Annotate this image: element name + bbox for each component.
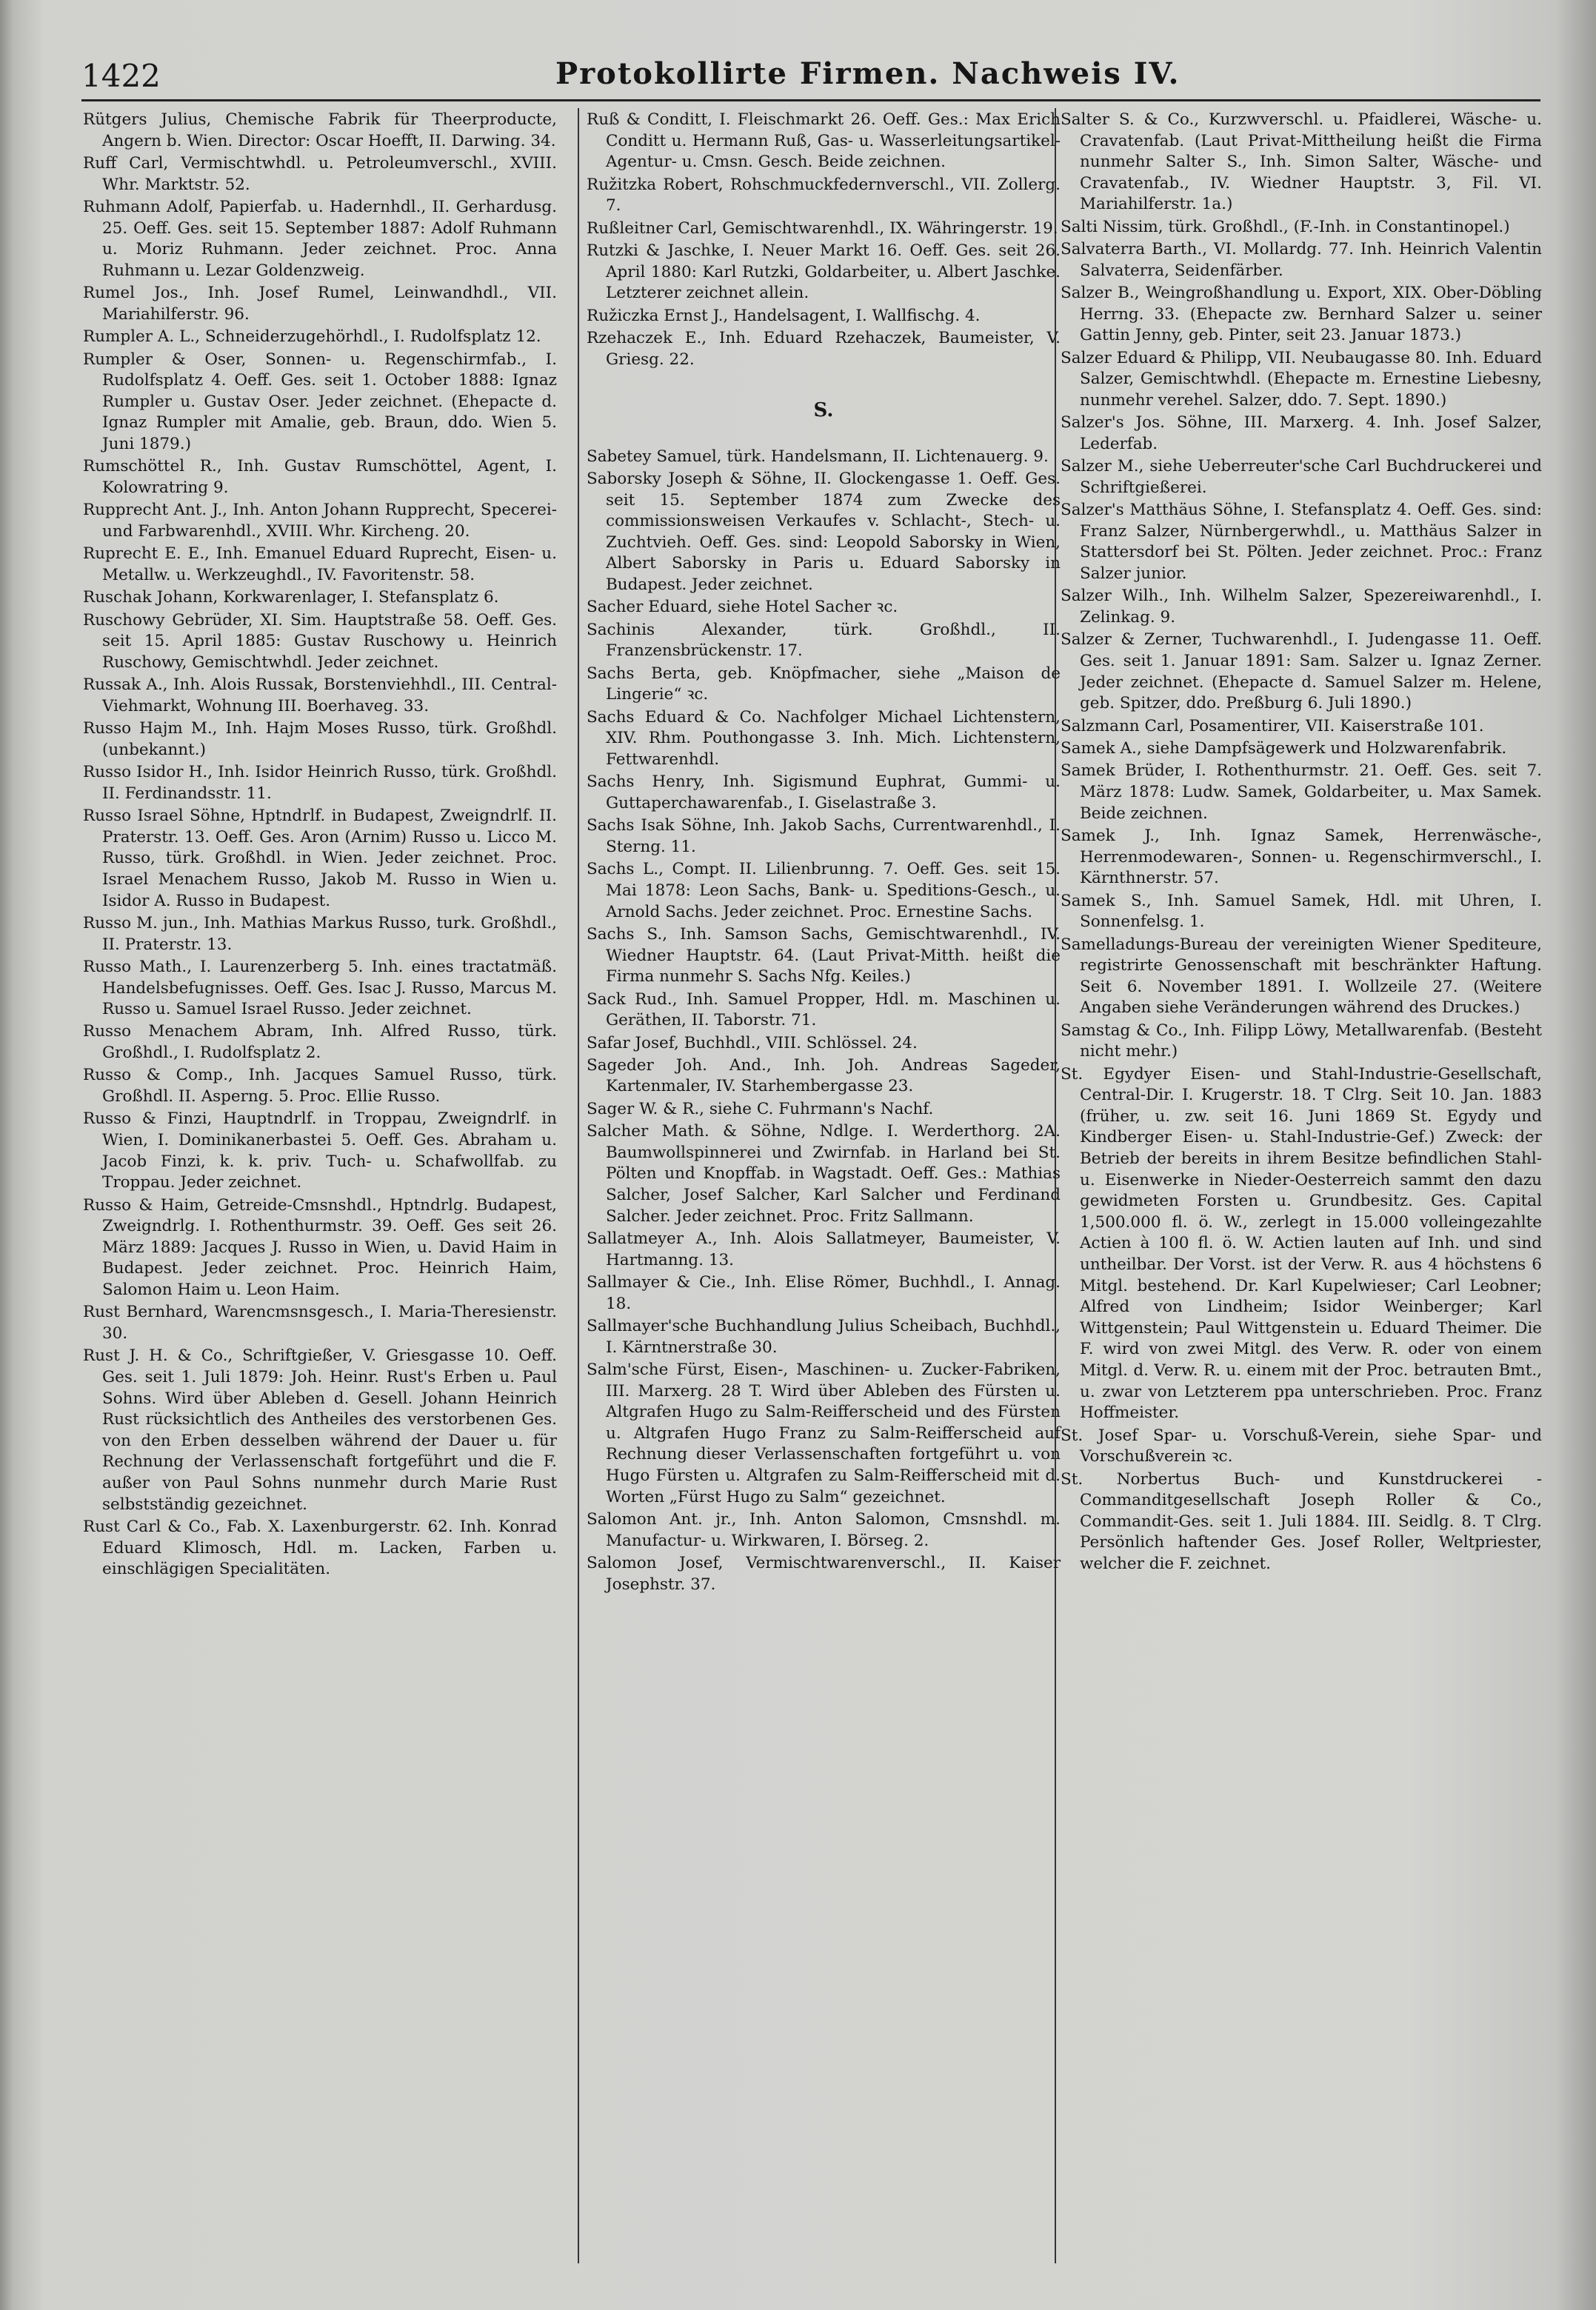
column-divider-1 bbox=[578, 108, 579, 2263]
directory-entry: Ruff Carl, Vermischtwhdl. u. Petroleumverschl., XVIII. Whr. Marktstr. 52. bbox=[83, 153, 557, 194]
directory-entry: Samek Brüder, I. Rothenthurmstr. 21. Oeff. Ges. seit 7. März 1878: Ludw. Samek, Goldarbeiter, u. Max Samek. Beide zeichnen. bbox=[1061, 761, 1542, 823]
directory-entry: Sachs L., Compt. II. Lilienbrunng. 7. Oeff. Ges. seit 15. Mai 1878: Leon Sachs, Bank- u. Speditions-Gesch., u. Arnold Sachs. Jeder zeichnet. Proc. Ernestine Sachs. bbox=[587, 860, 1061, 921]
section-letter-s: S. bbox=[813, 399, 834, 422]
directory-entry: Salvaterra Barth., VI. Mollardg. 77. Inh. Heinrich Valentin Salvaterra, Seidenfärber. bbox=[1061, 240, 1542, 280]
column-2 bbox=[587, 110, 1061, 1597]
column-1 bbox=[83, 110, 557, 1582]
directory-entry: St. Norbertus Buch- und Kunstdruckerei - Commanditgesellschaft Joseph Roller & Co., Commandit-Ges. seit 1. Juli 1884. III. Seidlg. 8. T Clrg. Persönlich haftender Ges. Josef Roller, Weltpriester, welcher die F. zeichnet. bbox=[1061, 1469, 1542, 1573]
directory-entry: Ružiczka Ernst J., Handelsagent, I. Wallfischg. 4. bbox=[587, 306, 981, 325]
directory-entry: Salti Nissim, türk. Großhdl., (F.-Inh. in Constantinopel.) bbox=[1061, 217, 1510, 236]
page-title: Protokollirte Firmen. Nachweis IV. bbox=[555, 56, 1181, 91]
directory-entry: St. Josef Spar- u. Vorschuß-Verein, siehe Spar- und Vorschußverein ꝛc. bbox=[1061, 1426, 1542, 1466]
column-2-bottom bbox=[587, 447, 1061, 1595]
directory-entry: Ruß & Conditt, I. Fleischmarkt 26. Oeff. Ges.: Max Erich Conditt u. Hermann Ruß, Gas- u. Wasserleitungsartikel-Agentur- u. Cmsn. Gesch. Beide zeichnen. bbox=[587, 110, 1061, 172]
page-header bbox=[81, 58, 1540, 102]
directory-entry: Salter S. & Co., Kurzwverschl. u. Pfaidlerei, Wäsche- u. Cravatenfab. (Laut Privat-Mittheilung heißt die Firma nunmehr Salter S., Inh. Simon Salter, Wäsche- und Cravatenfab., IV. Wiedner Hauptstr. 3, Fil. VI. Mariahilferstr. 1a.) bbox=[1061, 110, 1542, 214]
directory-entry: Rzehaczek E., Inh. Eduard Rzehaczek, Baumeister, V. Griesg. 22. bbox=[587, 328, 1061, 369]
directory-entry: Russak A., Inh. Alois Russak, Borstenviehhdl., III. Central-Viehmarkt, Wohnung III. Boerhaveg. 33. bbox=[83, 675, 557, 715]
directory-entry: Rütgers Julius, Chemische Fabrik für Theerproducte, Angern b. Wien. Director: Oscar Hoefft, II. Darwing. 34. bbox=[83, 110, 557, 150]
column-2-top bbox=[587, 110, 1061, 370]
directory-entry: Salzmann Carl, Posamentirer, VII. Kaiserstraße 101. bbox=[1061, 716, 1484, 735]
directory-entry: Ruhmann Adolf, Papierfab. u. Hadernhdl., II. Gerhardusg. 25. Oeff. Ges. seit 15. September 1887: Adolf Ruhmann u. Moriz Ruhmann. Jeder zeichnet. Proc. Anna Ruhmann u. Lezar Goldenzweig. bbox=[83, 197, 557, 280]
directory-entry: Samek J., Inh. Ignaz Samek, Herrenwäsche-, Herrenmodewaren-, Sonnen- u. Regenschirmverschl., I. Kärnthnerstr. 57. bbox=[1061, 826, 1542, 888]
directory-entry: Samek A., siehe Dampfsägewerk und Holzwarenfabrik. bbox=[1061, 738, 1507, 758]
directory-entry: Sallmayer & Cie., Inh. Elise Römer, Buchhdl., I. Annag. 18. bbox=[587, 1273, 1061, 1313]
directory-entry: Safar Josef, Buchhdl., VIII. Schlössel. 24. bbox=[587, 1033, 918, 1052]
directory-entry: Sachs Isak Söhne, Inh. Jakob Sachs, Currentwarenhdl., I. Sterng. 11. bbox=[587, 816, 1061, 856]
directory-entry: Salzer's Jos. Söhne, III. Marxerg. 4. Inh. Josef Salzer, Lederfab. bbox=[1061, 413, 1542, 453]
directory-entry: Ruschak Johann, Korkwarenlager, I. Stefansplatz 6. bbox=[83, 588, 499, 607]
directory-entry: Russo & Finzi, Hauptndrlf. in Troppau, Zweigndrlf. in Wien, I. Dominikanerbastei 5. Oeff. Ges. Abraham u. Jacob Finzi, k. k. priv. Tuch- u. Schafwollfab. zu Troppau. Jeder zeichnet. bbox=[83, 1109, 557, 1192]
directory-entry: Samstag & Co., Inh. Filipp Löwy, Metallwarenfab. (Besteht nicht mehr.) bbox=[1061, 1021, 1542, 1061]
directory-entry: Ruprecht E. E., Inh. Emanuel Eduard Ruprecht, Eisen- u. Metallw. u. Werkzeughdl., IV. Favoritenstr. 58. bbox=[83, 544, 557, 584]
directory-entry: Sabetey Samuel, türk. Handelsmann, II. Lichtenauerg. 9. bbox=[587, 447, 1049, 466]
directory-entry: Sack Rud., Inh. Samuel Propper, Hdl. m. Maschinen u. Geräthen, II. Taborstr. 71. bbox=[587, 989, 1061, 1030]
directory-entry: Sallatmeyer A., Inh. Alois Sallatmeyer, Baumeister, V. Hartmanng. 13. bbox=[587, 1229, 1061, 1269]
directory-entry: Salomon Josef, Vermischtwarenverschl., II. Kaiser Josephstr. 37. bbox=[587, 1553, 1061, 1594]
directory-entry: Rumpler A. L., Schneiderzugehörhdl., I. Rudolfsplatz 12. bbox=[83, 327, 541, 347]
directory-entry: Salzer Wilh., Inh. Wilhelm Salzer, Spezereiwarenhdl., I. Zelinkag. 9. bbox=[1061, 587, 1542, 627]
directory-entry: Russo Hajm M., Inh. Hajm Moses Russo, türk. Großhdl. (unbekannt.) bbox=[83, 719, 557, 759]
directory-entry: Russo Israel Söhne, Hptndrlf. in Budapest, Zweigndrlf. II. Praterstr. 13. Oeff. Ges. Aron (Arnim) Russo u. Licco M. Russo, türk. Großhdl. in Wien. Jeder zeichnet. Proc. Israel Menachem Russo, Jakob M. Russo in Wien u. Isidor A. Russo in Budapest. bbox=[83, 807, 557, 910]
directory-entry: Rutzki & Jaschke, I. Neuer Markt 16. Oeff. Ges. seit 26. April 1880: Karl Rutzki, Goldarbeiter, u. Albert Jaschke. Letzterer zeichnet allein. bbox=[587, 241, 1061, 303]
directory-entry: Rust Bernhard, Warencmsnsgesch., I. Maria-Theresienstr. 30. bbox=[83, 1303, 557, 1343]
directory-entry: Salzer & Zerner, Tuchwarenhdl., I. Judengasse 11. Oeff. Ges. seit 1. Januar 1891: Sam. Salzer u. Ignaz Zerner. Jeder zeichnet. (Ehepacte d. Samuel Salzer m. Helene, geb. Spitzer, ddo. Preßburg 6. Juli 1890.) bbox=[1061, 630, 1542, 713]
directory-entry: Russo Menachem Abram, Inh. Alfred Russo, türk. Großhdl., I. Rudolfsplatz 2. bbox=[83, 1022, 557, 1063]
directory-entry: Sachs Henry, Inh. Sigismund Euphrat, Gummi- u. Guttaperchawarenfab., I. Giselastraße 3. bbox=[587, 772, 1061, 812]
directory-entry: Sachinis Alexander, türk. Großhdl., II. Franzensbrückenstr. 17. bbox=[587, 620, 1061, 661]
directory-entry: Salzer Eduard & Philipp, VII. Neubaugasse 80. Inh. Eduard Salzer, Gemischtwhdl. (Ehepacte m. Ernestine Liebesny, nunmehr verehel. Salzer, ddo. 7. Sept. 1890.) bbox=[1061, 348, 1542, 410]
directory-entry: Sager W. & R., siehe C. Fuhrmann's Nachf. bbox=[587, 1099, 934, 1118]
directory-entry: St. Egydyer Eisen- und Stahl-Industrie-Gesellschaft, Central-Dir. I. Krugerstr. 18. T Clrg. Seit 10. Jan. 1883 (früher, u. zw. seit 16. Juni 1869 St. Egydy und Kindberger Eisen- u. Stahl-Industrie-Gef.) Zweck: der Betrieb der bereits in ihrem Besitze befindlichen Stahl- u. Eisenwerke in Nieder-Oesterreich sammt den dazu gewidmeten Forsten u. Grundbesitz. Ges. Capital 1,500.000 fl. ö. W., zerlegt in 15.000 volleingezahlte Actien à 100 fl. ö. W. Actien lauten auf Inh. und sind untheilbar. Der Vorst. ist der Verw. R. aus 4 höchstens 6 Mitgl. bestehend. Dr. Karl Kupelwieser; Carl Leobner; Alfred von Lindheim; Isidor Weinberger; Karl Wittgenstein; Paul Wittgenstein u. Eduard Theimer. Die F. wird von zwei Mitgl. des Verw. R. oder von einem Mitgl. d. Verw. R. u. einem mit der Proc. betrauten Bmt., u. zwar von Letzterem ppa unterschrieben. Proc. Franz Hoffmeister. bbox=[1061, 1064, 1542, 1423]
directory-entry: Samek S., Inh. Samuel Samek, Hdl. mit Uhren, I. Sonnenfelsg. 1. bbox=[1061, 891, 1542, 932]
directory-entry: Rupprecht Ant. J., Inh. Anton Johann Rupprecht, Specerei- und Farbwarenhdl., XVIII. Whr. Kircheng. 20. bbox=[83, 501, 557, 541]
directory-entry: Rumel Jos., Inh. Josef Rumel, Leinwandhdl., VII. Mariahilferstr. 96. bbox=[83, 284, 557, 324]
directory-entry: Salm'sche Fürst, Eisen-, Maschinen- u. Zucker-Fabriken, III. Marxerg. 28 T. Wird über Ableben des Fürsten u. Altgrafen Hugo zu Salm-Reifferscheid und des Fürsten u. Altgrafen Hugo Franz zu Salm-Reifferscheid auf Rechnung dieser Verlassenschaften fortgeführt u. von Hugo Fürsten u. Altgrafen zu Salm-Reifferscheid mit d. Worten „Fürst Hugo zu Salm“ gezeichnet. bbox=[587, 1360, 1061, 1506]
directory-entry: Sachs S., Inh. Samson Sachs, Gemischtwarenhdl., IV. Wiedner Hauptstr. 64. (Laut Privat-Mitth. heißt die Firma nunmehr S. Sachs Nfg. Keiles.) bbox=[587, 924, 1061, 987]
directory-entry: Ružitzka Robert, Rohschmuckfedernverschl., VII. Zollerg. 7. bbox=[587, 175, 1061, 216]
directory-entry: Saborsky Joseph & Söhne, II. Glockengasse 1. Oeff. Ges. seit 15. September 1874 zum Zwecke des commissionsweisen Verkaufes v. Schlacht-, Stech- u. Zuchtvieh. Oeff. Ges. sind: Leopold Saborsky in Wien, Albert Saborsky in Paris u. Eduard Saborsky in Budapest. Jeder zeichnet. bbox=[587, 470, 1061, 595]
directory-entry: Rußleitner Carl, Gemischtwarenhdl., IX. Währingerstr. 19. bbox=[587, 218, 1058, 238]
directory-entry: Rust Carl & Co., Fab. X. Laxenburgerstr. 62. Inh. Konrad Eduard Klimosch, Hdl. m. Lacken, Farben u. einschlägigen Specialitäten. bbox=[83, 1517, 557, 1579]
directory-entry: Ruschowy Gebrüder, XI. Sim. Hauptstraße 58. Oeff. Ges. seit 15. April 1885: Gustav Ruschowy u. Heinrich Ruschowy, Gemischtwhdl. Jeder zeichnet. bbox=[83, 610, 557, 672]
header-rule bbox=[81, 99, 1540, 101]
directory-entry: Samelladungs-Bureau der vereinigten Wiener Spediteure, registrirte Genossenschaft mit beschränkter Haftung. Seit 6. November 1891. I. Wollzeile 27. (Weitere Angaben siehe Veränderungen während des Druckes.) bbox=[1061, 935, 1542, 1018]
directory-entry: Sageder Joh. And., Inh. Joh. Andreas Sageder, Kartenmaler, IV. Starhembergasse 23. bbox=[587, 1055, 1061, 1096]
directory-entry: Sachs Berta, geb. Knöpfmacher, siehe „Maison de Lingerie“ ꝛc. bbox=[587, 664, 1061, 704]
directory-entry: Russo & Comp., Inh. Jacques Samuel Russo, türk. Großhdl. II. Asperng. 5. Proc. Ellie Russo. bbox=[83, 1066, 557, 1106]
directory-entry: Sacher Eduard, siehe Hotel Sacher ꝛc. bbox=[587, 598, 898, 617]
directory-entry: Russo M. jun., Inh. Mathias Markus Russo, turk. Großhdl., II. Praterstr. 13. bbox=[83, 913, 557, 954]
directory-entry: Russo & Haim, Getreide-Cmsnshdl., Hptndrlg. Budapest, Zweigndrlg. I. Rothenthurmstr. 39. Oeff. Ges seit 26. März 1889: Jacques J. Russo in Wien, u. David Haim in Budapest. Jeder zeichnet. Proc. Heinrich Haim, Salomon Haim u. Leon Haim. bbox=[83, 1195, 557, 1299]
directory-entry: Rumschöttel R., Inh. Gustav Rumschöttel, Agent, I. Kolowratring 9. bbox=[83, 457, 557, 497]
directory-entry: Salzer M., siehe Ueberreuter'sche Carl Buchdruckerei und Schriftgießerei. bbox=[1061, 457, 1542, 497]
directory-entry: Salzer B., Weingroßhandlung u. Export, XIX. Ober-Döbling Herrng. 33. (Ehepacte zw. Bernhard Salzer u. seiner Gattin Jenny, geb. Pinter, seit 23. Januar 1873.) bbox=[1061, 284, 1542, 345]
directory-entry: Rust J. H. & Co., Schriftgießer, V. Griesgasse 10. Oeff. Ges. seit 1. Juli 1879: Joh. Heinr. Rust's Erben u. Paul Sohns. Wird über Ableben d. Gesell. Johann Heinrich Rust rücksichtlich des Antheiles des verstorbenen Ges. von den Erben desselben während der Dauer u. für Rechnung der Verlassenschaft fortgeführt und die F. außer von Paul Sohns nunmehr durch Marie Rust selbstständig gezeichnet. bbox=[83, 1346, 557, 1514]
directory-entry: Rumpler & Oser, Sonnen- u. Regenschirmfab., I. Rudolfsplatz 4. Oeff. Ges. seit 1. October 1888: Ignaz Rumpler u. Gustav Oser. Jeder zeichnet. (Ehepacte d. Ignaz Rumpler mit Amalie, geb. Braun, ddo. Wien 5. Juni 1879.) bbox=[83, 350, 557, 453]
directory-entry: Salomon Ant. jr., Inh. Anton Salomon, Cmsnshdl. m. Manufactur- u. Wirkwaren, I. Börseg. 2. bbox=[587, 1509, 1061, 1550]
directory-entry: Russo Math., I. Laurenzerberg 5. Inh. eines tractatmäß. Handelsbefugnisses. Oeff. Ges. Isac J. Russo, Marcus M. Russo u. Samuel Israel Russo. Jeder zeichnet. bbox=[83, 957, 557, 1019]
page-number: 1422 bbox=[81, 58, 161, 94]
column-3 bbox=[1061, 110, 1542, 1576]
directory-entry: Salzer's Matthäus Söhne, I. Stefansplatz 4. Oeff. Ges. sind: Franz Salzer, Nürnbergerwhdl., u. Matthäus Salzer in Stattersdorf bei St. Pölten. Jeder zeichnet. Proc.: Franz Salzer junior. bbox=[1061, 501, 1542, 584]
directory-entry: Sallmayer'sche Buchhandlung Julius Scheibach, Buchhdl., I. Kärntnerstraße 30. bbox=[587, 1317, 1061, 1357]
directory-entry: Salcher Math. & Söhne, Ndlge. I. Werderthorg. 2A. Baumwollspinnerei und Zwirnfab. in Harland bei St. Pölten und Knopffab. in Wagstadt. Oeff. Ges.: Mathias Salcher, Josef Salcher, Karl Salcher und Ferdinand Salcher. Jeder zeichnet. Proc. Fritz Sallmann. bbox=[587, 1122, 1061, 1226]
directory-entry: Sachs Eduard & Co. Nachfolger Michael Lichtenstern, XIV. Rhm. Pouthongasse 3. Inh. Mich. Lichtenstern, Fettwarenhdl. bbox=[587, 707, 1061, 769]
directory-entry: Russo Isidor H., Inh. Isidor Heinrich Russo, türk. Großhdl. II. Ferdinandsstr. 11. bbox=[83, 763, 557, 803]
